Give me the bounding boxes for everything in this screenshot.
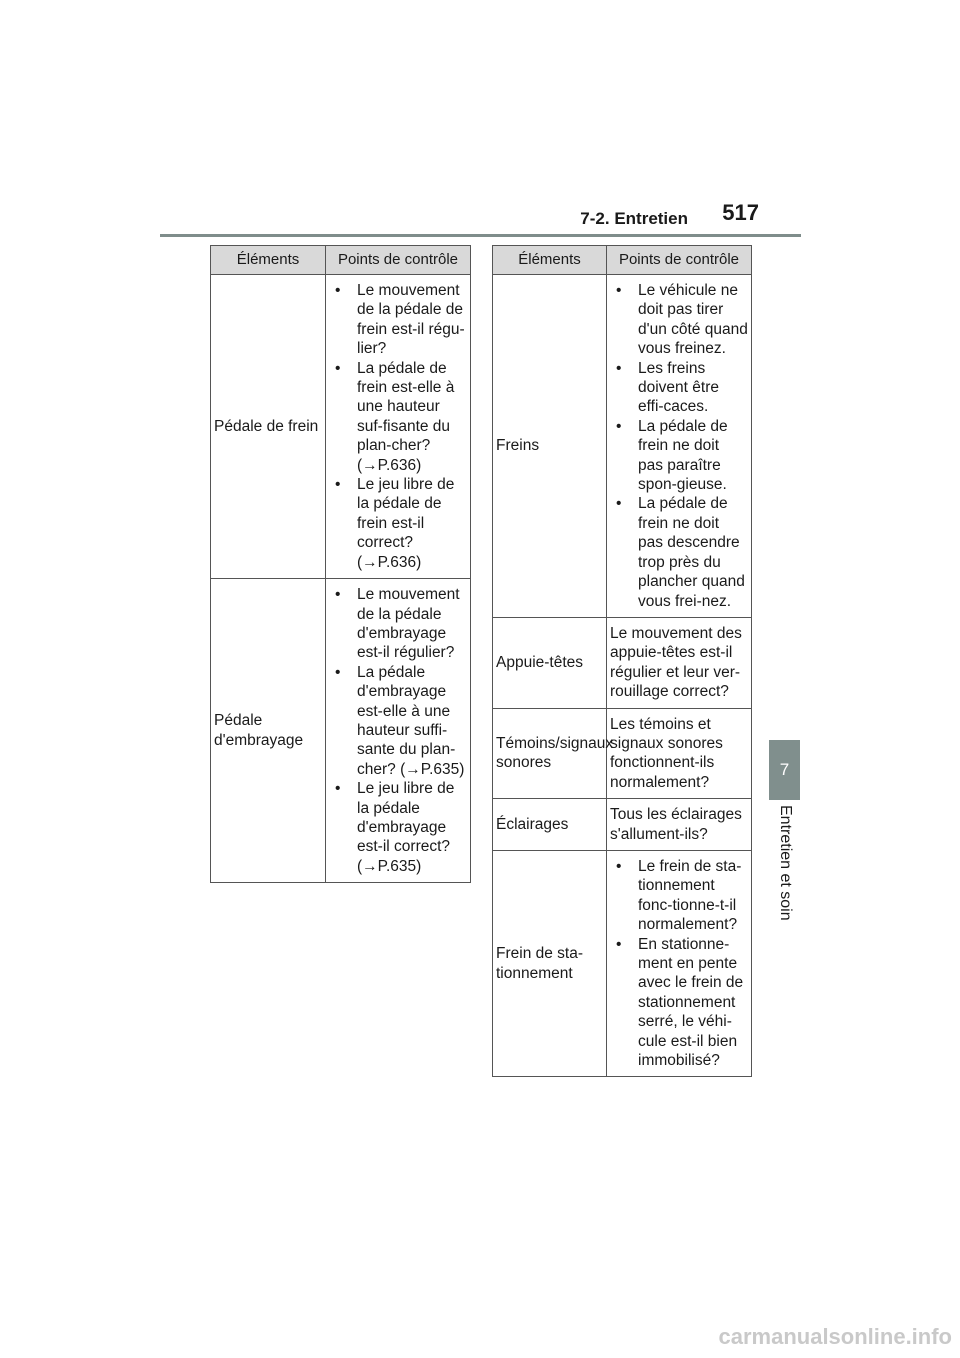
check-point: • La pédale d'embrayage est-elle à une hauteur suffi-sante du plan-cher? (→P.635)	[329, 663, 467, 779]
check-point: • Le jeu libre de la pédale de frein est-il correct? (→P.636)	[329, 475, 467, 572]
item-cell: Éclairages	[493, 799, 607, 851]
check-point-text: Les témoins et signaux sonores fonctionnent-ils normalement?	[610, 715, 723, 791]
table-header-row	[211, 246, 471, 275]
check-points-list	[610, 857, 748, 1070]
points-cell	[607, 850, 752, 1076]
section-title: 7-2. Entretien	[580, 209, 688, 228]
item-cell: Témoins/signaux sonores	[493, 708, 607, 799]
table-row	[493, 275, 752, 618]
table-header-row	[493, 246, 752, 275]
table-row	[493, 617, 752, 708]
item-cell: Appuie-têtes	[493, 617, 607, 708]
points-cell	[607, 275, 752, 618]
page-header	[160, 200, 801, 238]
check-point: • La pédale de frein est-elle à une hauteur suf-fisante du plan-cher? (→P.636)	[329, 359, 467, 475]
table-row	[493, 799, 752, 851]
chapter-number: 7	[779, 760, 790, 779]
inspection-table-right	[492, 245, 752, 1077]
table-row	[493, 708, 752, 799]
item-cell: Frein de sta-tionnement	[493, 850, 607, 1076]
chapter-tab	[769, 740, 800, 800]
column-header-points: Points de contrôle	[607, 246, 752, 275]
check-point: • Le véhicule ne doit pas tirer d'un côté quand vous freinez.	[610, 281, 748, 359]
check-points-list	[329, 281, 467, 572]
table-row	[211, 579, 471, 883]
points-cell	[607, 799, 752, 851]
check-point: • Le jeu libre de la pédale d'embrayage est-il correct? (→P.635)	[329, 779, 467, 876]
points-cell	[326, 579, 471, 883]
points-cell	[326, 275, 471, 579]
inspection-table-left	[210, 245, 471, 883]
table-row	[493, 850, 752, 1076]
watermark-text: carmanualsonline.info	[718, 1324, 952, 1349]
item-cell: Freins	[493, 275, 607, 618]
page-number: 517	[722, 200, 759, 225]
item-cell: Pédale d'embrayage	[211, 579, 326, 883]
check-point: • Le frein de sta-tionnement fonc-tionne-t-il normalement?	[610, 857, 748, 935]
chapter-title: Entretien et soin	[777, 805, 794, 921]
check-point: • La pédale de frein ne doit pas descendre trop près du plancher quand vous frei-nez.	[610, 494, 748, 610]
column-header-items: Éléments	[211, 246, 326, 275]
table-row	[211, 275, 471, 579]
check-point: • Le mouvement de la pédale de frein est-il régu-lier?	[329, 281, 467, 359]
check-point-text: Tous les éclairages s'allument-ils?	[610, 806, 742, 843]
check-point: • La pédale de frein ne doit pas paraître spon-gieuse.	[610, 417, 748, 495]
points-cell	[607, 708, 752, 799]
column-header-items: Éléments	[493, 246, 607, 275]
check-points-list	[329, 585, 467, 876]
points-cell	[607, 617, 752, 708]
check-point: • Les freins doivent être effi-caces.	[610, 359, 748, 417]
header-rule	[160, 234, 801, 237]
check-point-text: Le mouvement des appuie-têtes est-il régulier et leur ver-rouillage correct?	[610, 624, 742, 701]
check-points-list	[610, 281, 748, 611]
column-header-points: Points de contrôle	[326, 246, 471, 275]
check-point: • En stationne-ment en pente avec le frein de stationnement serré, le véhi-cule est-il bien immobilisé?	[610, 935, 748, 1071]
item-cell: Pédale de frein	[211, 275, 326, 579]
check-point: • Le mouvement de la pédale d'embrayage est-il régulier?	[329, 585, 467, 663]
